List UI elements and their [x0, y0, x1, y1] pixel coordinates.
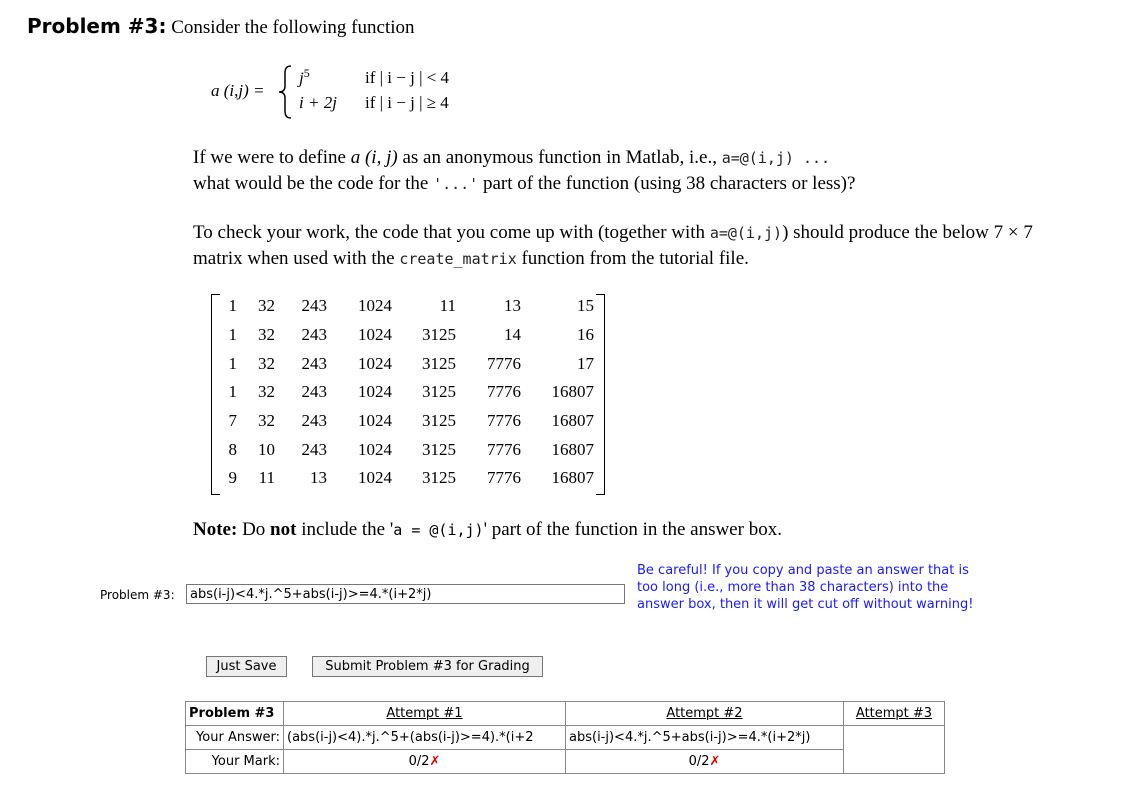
matrix-cell: 7776: [487, 440, 521, 459]
matrix-cell: 7776: [487, 468, 521, 487]
answer-label: Problem #3:: [100, 588, 175, 602]
matrix-cell: 16807: [551, 468, 594, 487]
attempt-1-link[interactable]: Attempt #1: [386, 706, 463, 721]
attempt-2-mark: 0/2✗: [566, 750, 844, 774]
answer-input[interactable]: [186, 584, 625, 604]
matrix-cell: 10: [258, 440, 275, 459]
matrix-cell: 16: [577, 325, 594, 344]
matrix-cell: 1024: [358, 296, 392, 315]
matrix-left-bracket: [211, 294, 220, 495]
wrong-mark-icon: ✗: [709, 754, 721, 769]
matrix-cell: 3125: [422, 382, 456, 401]
matrix-cell: 1024: [358, 354, 392, 373]
case2-expression: i + 2j: [299, 93, 337, 112]
check-paragraph: [193, 220, 1033, 272]
just-save-button[interactable]: Just Save: [206, 656, 287, 677]
matrix-cell: 7776: [487, 354, 521, 373]
attempt-3-empty: [844, 726, 945, 774]
matrix-cell: 13: [310, 468, 327, 487]
problem-heading: [27, 14, 415, 39]
attempt-2-link[interactable]: Attempt #2: [666, 706, 743, 721]
matrix-cell: 243: [301, 440, 327, 459]
attempts-answer-row: [186, 726, 945, 750]
attempt-1-mark: 0/2✗: [284, 750, 566, 774]
case2-condition: if | i − j | ≥ 4: [365, 93, 449, 112]
problem-number: Problem #3:: [27, 14, 167, 38]
matrix-cell: 17: [577, 354, 594, 373]
wrong-mark-icon: ✗: [429, 754, 441, 769]
matrix-cell: 3125: [422, 440, 456, 459]
matrix-cell: 1024: [358, 468, 392, 487]
submit-button[interactable]: Submit Problem #3 for Grading: [312, 656, 543, 677]
attempt-3-header: [844, 702, 945, 726]
attempt-2-answer: abs(i-j)<4.*j.^5+abs(i-j)>=4.*(i+2*j): [566, 726, 844, 750]
your-answer-label: Your Answer:: [186, 726, 284, 750]
matrix-cell: 243: [301, 382, 327, 401]
matrix-cell: 1: [228, 354, 237, 373]
matrix-cell: 1: [228, 382, 237, 401]
attempt-3-link[interactable]: Attempt #3: [855, 706, 933, 721]
attempts-header-row: [186, 702, 945, 726]
matrix-cell: 243: [301, 411, 327, 430]
matrix-cell: 9: [228, 468, 237, 487]
matrix-cell: 3125: [422, 411, 456, 430]
question-line-2: what would be the code for the '...' part of the function (using 38 characters or less)?: [193, 173, 856, 194]
function-lhs: a (i,j) =: [211, 81, 265, 100]
matrix-cell: 1024: [358, 411, 392, 430]
matrix-cell: 32: [258, 382, 275, 401]
matrix-cell: 16807: [551, 382, 594, 401]
piecewise-function: [211, 64, 511, 120]
warning-text: Be careful! If you copy and paste an answer that is too long (i.e., more than 38 characters) into the answer box, then it will get cut off without warning!: [637, 563, 974, 612]
matrix-cell: 11: [258, 468, 275, 487]
matrix-cell: 16807: [551, 440, 594, 459]
matrix-cell: 3125: [422, 325, 456, 344]
matrix-cell: 1024: [358, 440, 392, 459]
check-line-2: matrix when used with the create_matrix function from the tutorial file.: [193, 248, 749, 269]
attempt-2-header: [566, 702, 844, 726]
matrix-cell: 32: [258, 354, 275, 373]
left-brace-icon: [276, 64, 294, 120]
matrix-cell: 32: [258, 325, 275, 344]
matrix-cell: 13: [504, 296, 521, 315]
matrix-cell: 3125: [422, 354, 456, 373]
matrix-cell: 1: [228, 296, 237, 315]
question-line-1: If we were to define a (i, j) as an anonymous function in Matlab, i.e., a=@(i,j) ...: [193, 147, 831, 168]
matrix-cell: 7776: [487, 411, 521, 430]
attempts-problem-label: Problem #3: [186, 702, 284, 726]
attempt-1-header: [284, 702, 566, 726]
matrix-cell: 32: [258, 411, 275, 430]
matrix-cell: 3125: [422, 468, 456, 487]
your-mark-label: Your Mark:: [186, 750, 284, 774]
matrix-cell: 8: [228, 440, 237, 459]
matrix-right-bracket: [596, 294, 605, 495]
case1-expression: $j^5$: [299, 66, 310, 88]
matrix-cell: 1: [228, 325, 237, 344]
matrix-cell: 7776: [487, 382, 521, 401]
question-paragraph: [193, 145, 855, 197]
matrix-cell: 14: [504, 325, 521, 344]
matrix-cell: 7: [228, 411, 237, 430]
matrix-cell: 16807: [551, 411, 594, 430]
check-line-1: To check your work, the code that you come up with (together with a=@(i,j)) should produce the below 7 × 7: [193, 222, 1033, 243]
problem-intro: Consider the following function: [171, 17, 415, 38]
matrix-cell: 15: [577, 296, 594, 315]
attempts-mark-row: [186, 750, 945, 774]
matrix-cell: 1024: [358, 325, 392, 344]
matrix-cell: 1024: [358, 382, 392, 401]
note-text: Note: Do not include the 'a = @(i,j)' part of the function in the answer box.: [193, 519, 782, 540]
attempt-1-answer: (abs(i-j)<4).*j.^5+(abs(i-j)>=4).*(i+2: [284, 726, 566, 750]
matrix-cell: 243: [301, 325, 327, 344]
matrix-cell: 243: [301, 296, 327, 315]
attempts-table: [185, 701, 945, 774]
matrix-cell: 243: [301, 354, 327, 373]
case1-condition: if | i − j | < 4: [365, 68, 450, 87]
matrix-cell: 32: [258, 296, 275, 315]
matrix-cell: 11: [439, 296, 456, 315]
result-matrix: [209, 294, 604, 494]
